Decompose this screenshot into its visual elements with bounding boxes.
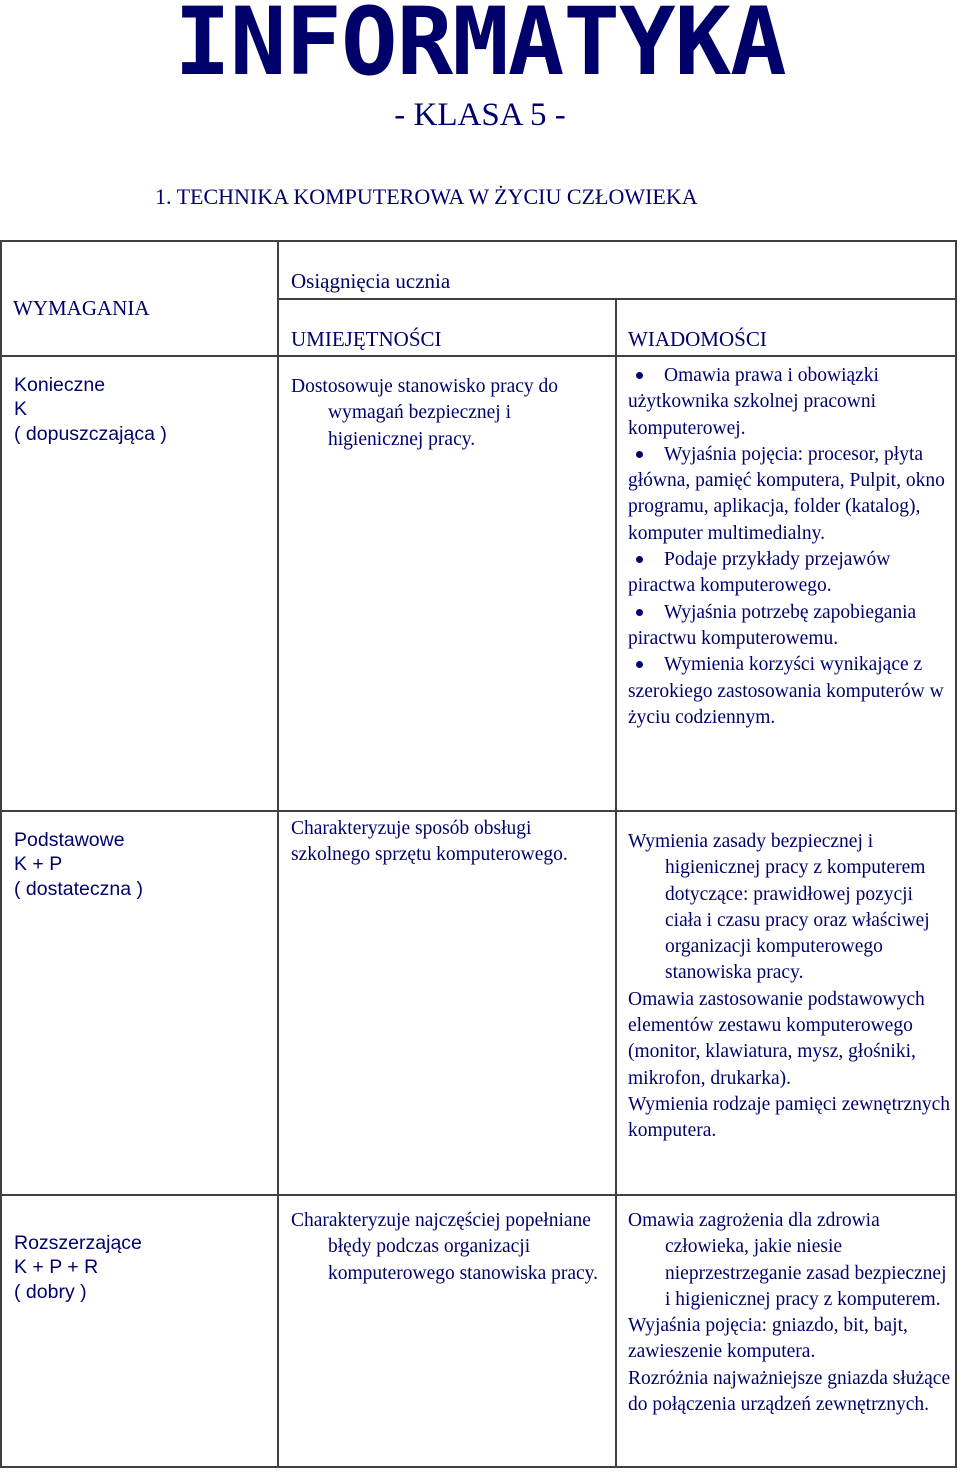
- skills-cell: [291, 1208, 601, 1287]
- knowledge-cell: [628, 829, 952, 1145]
- knowledge-item: Omawia zastosowanie podstawowych elementów zestawu komputerowego (monitor, klawiatura, mysz, głośniki, mikrofon, drukarka).: [628, 988, 925, 1089]
- knowledge-item: Wyjaśnia potrzebę zapobiegania piractwu komputerowemu.: [628, 600, 952, 653]
- table-divider: [615, 299, 617, 1468]
- level-name: Podstawowe: [14, 829, 125, 851]
- level-grade: ( dobry ): [14, 1280, 87, 1303]
- header-knowledge: WIADOMOŚCI: [628, 327, 767, 351]
- skill-item: Dostosowuje stanowisko pracy do wymagań bezpiecznej i higienicznej pracy.: [291, 376, 559, 450]
- level-name: Rozszerzające: [14, 1232, 142, 1254]
- skill-item: Charakteryzuje najczęściej popełniane błędy podczas organizacji komputerowego stanowiska pracy.: [291, 1210, 599, 1284]
- table-divider: [2, 810, 957, 812]
- table-divider: [2, 355, 957, 357]
- knowledge-item: Omawia prawa i obowiązki użytkownika szkolnej pracowni komputerowej.: [628, 363, 952, 442]
- knowledge-item: Wyjaśnia pojęcia: gniazdo, bit, bajt, zawieszenie komputera.: [628, 1315, 908, 1363]
- header-requirements: WYMAGANIA: [13, 296, 150, 320]
- knowledge-item: Wymienia zasady bezpiecznej i higienicznej pracy z komputerem dotyczące: prawidłowej pozycji ciała i czasu pracy oraz właściwej organizacji komputerowego stanowiska pracy.: [628, 831, 930, 984]
- level-code: K + P + R: [14, 1256, 99, 1279]
- knowledge-item: Rozróżnia najważniejsze gniazda służące do połączenia urządzeń zewnętrznych.: [628, 1367, 951, 1416]
- header-achievements: Osiągnięcia ucznia: [291, 269, 451, 293]
- level-code: K: [14, 398, 28, 421]
- knowledge-item: Wymienia korzyści wynikające z szerokiego zastosowania komputerów w życiu codziennym.: [628, 652, 952, 731]
- skills-cell: [291, 816, 591, 869]
- page-subtitle: - KLASA 5 -: [394, 97, 566, 133]
- knowledge-item: Podaje przykłady przejawów piractwa komputerowego.: [628, 547, 952, 600]
- knowledge-item: Wyjaśnia pojęcia: procesor, płyta główna, pamięć komputera, Pulpit, okno programu, aplikacja, folder (katalog), komputer multimedialny.: [628, 442, 952, 547]
- skills-cell: [291, 374, 607, 453]
- level-name: Konieczne: [14, 374, 106, 396]
- skill-item: Charakteryzuje sposób obsługi szkolnego sprzętu komputerowego.: [291, 818, 568, 866]
- level-cell: [14, 1231, 142, 1304]
- section-title: 1. TECHNIKA KOMPUTEROWA W ŻYCIU CZŁOWIEKA: [155, 184, 698, 209]
- level-grade: ( dopuszczająca ): [14, 422, 167, 445]
- header-skills: UMIEJĘTNOŚCI: [291, 327, 442, 351]
- level-grade: ( dostateczna ): [14, 877, 143, 900]
- requirements-table: [0, 240, 957, 1468]
- level-cell: [14, 373, 167, 446]
- table-divider: [2, 1194, 957, 1196]
- level-code: K + P: [14, 853, 63, 876]
- level-cell: [14, 828, 143, 901]
- knowledge-item: Omawia zagrożenia dla zdrowia człowieka, jakie niesie nieprzestrzeganie zasad bezpiecznej i higienicznej pracy z komputerem.: [628, 1210, 947, 1310]
- knowledge-cell: [628, 1208, 952, 1418]
- knowledge-item: Wymienia rodzaje pamięci zewnętrznych komputera.: [628, 1093, 951, 1142]
- page-title: INFORMATYKA: [174, 0, 786, 97]
- table-divider: [277, 298, 957, 300]
- table-divider: [277, 242, 279, 1468]
- knowledge-cell: [628, 363, 952, 731]
